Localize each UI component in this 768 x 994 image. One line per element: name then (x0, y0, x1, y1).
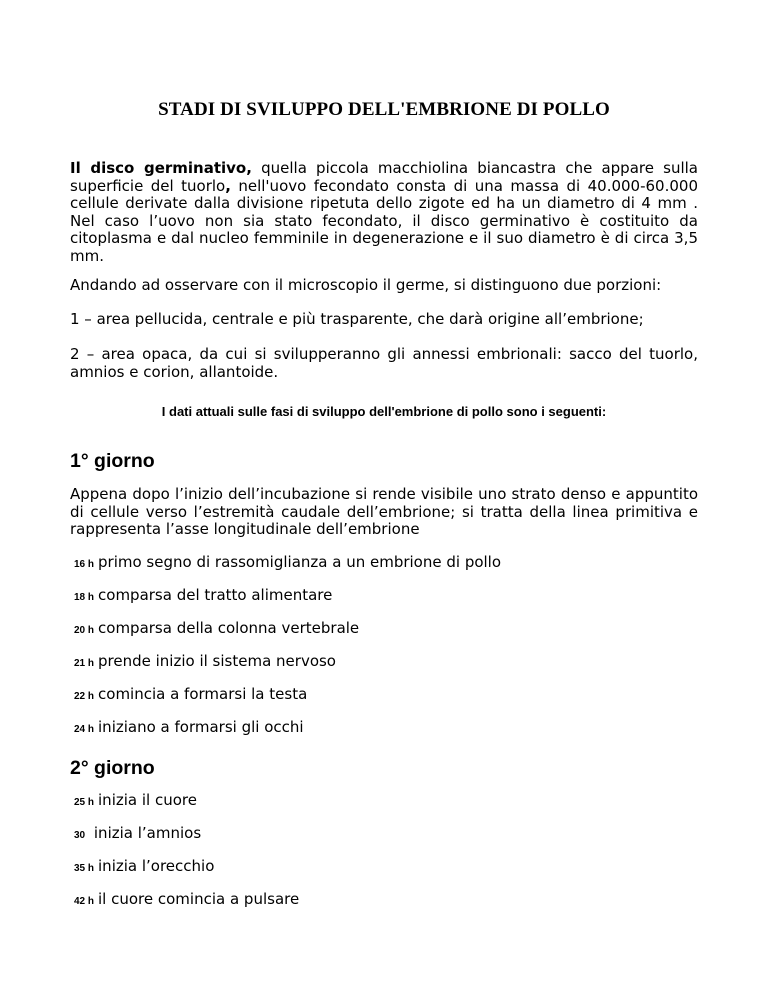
entry-event: comparsa della colonna vertebrale (98, 619, 360, 637)
entry-event: inizia l’orecchio (98, 857, 215, 875)
entry-event: prende inizio il sistema nervoso (98, 652, 336, 670)
intro-text-2: nell'uovo fecondato consta di una massa di 40.000-60.000 cellule derivate dalla divisione ripetuta dello zigote ed ha un diametro di 4 mm . Nel caso l’uovo non sia stato fecondato, il disco germinativo è costituito da citoplasma e dal nucleo femminile in degenerazione e il suo diametro è di circa 3,5 mm. (70, 176, 698, 265)
timeline-entry (74, 890, 299, 909)
entry-time: 25 h (74, 797, 95, 808)
intro-bold-term: Il disco germinativo, (70, 159, 252, 177)
entry-time: 22 h (74, 691, 95, 702)
timeline-entry (74, 685, 307, 704)
intro-bold-comma: , (225, 176, 231, 195)
entry-time: 24 h (74, 724, 95, 735)
timeline-entry (74, 619, 359, 638)
timeline-entry (74, 652, 336, 671)
timeline-entry (74, 857, 214, 876)
entry-time: 35 h (74, 863, 95, 874)
timeline-entry (74, 718, 304, 737)
area-pellucida-paragraph: 1 – area pellucida, centrale e più trasparente, che darà origine all’embrione; (70, 310, 644, 328)
area-opaca-paragraph: 2 – area opaca, da cui si svilupperanno gli annessi embrionali: sacco del tuorlo, amnios e corion, allantoide. (70, 345, 698, 381)
day-2-heading: 2° giorno (70, 757, 155, 779)
entry-event: primo segno di rassomiglianza a un embrione di pollo (98, 553, 502, 571)
entry-time: 18 h (74, 592, 95, 603)
subheading: I dati attuali sulle fasi di sviluppo dell'embrione di pollo sono i seguenti: (161, 404, 607, 419)
intro-paragraph (70, 160, 698, 266)
entry-event: comparsa del tratto alimentare (98, 586, 333, 604)
document-title: STADI DI SVILUPPO DELL'EMBRIONE DI POLLO (158, 99, 610, 120)
entry-time: 21 h (74, 658, 95, 669)
entry-event: inizia l’amnios (89, 824, 202, 842)
entry-time: 20 h (74, 625, 95, 636)
timeline-entry (74, 824, 201, 843)
entry-time: 42 h (74, 896, 95, 907)
entry-event: inizia il cuore (98, 791, 197, 809)
entry-event: iniziano a formarsi gli occhi (98, 718, 304, 736)
timeline-entry (74, 791, 197, 810)
entry-time: 30 (74, 830, 86, 841)
timeline-entry (74, 586, 332, 605)
entry-event: il cuore comincia a pulsare (98, 890, 300, 908)
day-1-description: Appena dopo l’inizio dell’incubazione si rende visibile uno strato denso e appuntito di cellule verso l’estremità caudale dell’embrione; si tratta della linea primitiva e rappresenta l’asse longitudinale dell’embrione (70, 485, 698, 539)
observation-paragraph: Andando ad osservare con il microscopio il germe, si distinguono due porzioni: (70, 276, 662, 294)
entry-time: 16 h (74, 559, 95, 570)
timeline-entry (74, 553, 501, 572)
day-1-heading: 1° giorno (70, 450, 155, 472)
intro-text-1: quella piccola macchiolina biancastra che appare sulla superficie del tuorlo (70, 159, 698, 195)
entry-event: comincia a formarsi la testa (98, 685, 308, 703)
